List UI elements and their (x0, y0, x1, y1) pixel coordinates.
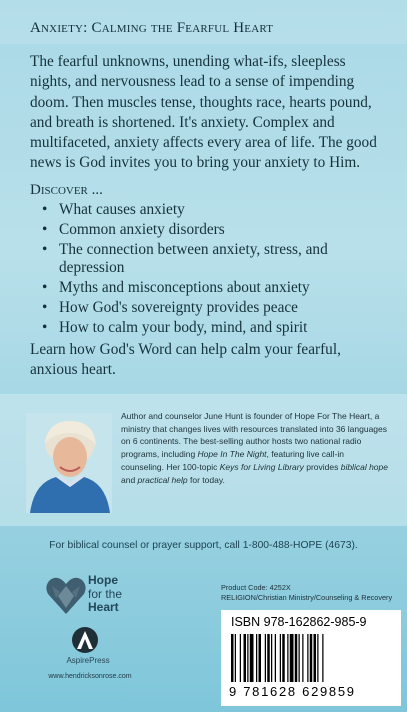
barcode-digits: 9 781628 629859 (229, 684, 356, 699)
product-info: Product Code: 4252X RELIGION/Christian Ministry/Counseling & Recovery (221, 583, 393, 603)
isbn-label: ISBN 978-162862-985-9 (231, 615, 367, 629)
publisher-name: AspirePress (66, 656, 110, 665)
intro-paragraph: The fearful unknowns, unending what-ifs, sleepless nights, and nervousness lead to a sense of impending doom. Then muscles tense, thoughts race, hearts pound, and breath is shortened. It's anxiety. Complex and multifaceted, anxiety affects every area of life. The good news is God invites you to bring your anxiety to Him. (30, 53, 377, 172)
discover-list (42, 201, 372, 338)
author-photo (26, 413, 112, 513)
discover-heading: Discover ... (30, 182, 103, 198)
list-item: • How to calm your body, mind, and spirit (42, 319, 372, 338)
list-item: • How God's sovereignty provides peace (42, 299, 372, 318)
list-item: • Common anxiety disorders (42, 221, 372, 240)
publisher-website: www.hendricksonrose.com (48, 673, 132, 680)
barcode-icon (229, 634, 397, 682)
author-bio: Author and counselor June Hunt is founder of Hope For The Heart, a ministry that changes lives with resources translated into 36 languages on 6 continents. The best-selling author hosts two national radio programs, including Hope In The Night, featuring live call-in counseling. Her 100-topic Keys for Living Library provides biblical hope and practical help for today. (121, 411, 388, 485)
back-cover-title: Anxiety: Calming the Fearful Heart (30, 20, 274, 36)
aspire-press-logo-icon (68, 626, 102, 654)
logo-wordmark: Hope for the Heart (88, 573, 123, 614)
closing-paragraph: Learn how God's Word can help calm your fearful, anxious heart. (30, 341, 341, 378)
list-item: • The connection between anxiety, stress, and depression (42, 241, 372, 278)
list-item: • Myths and misconceptions about anxiety (42, 279, 372, 298)
counsel-line: For biblical counsel or prayer support, call 1-800-488-HOPE (4673). (49, 540, 358, 551)
list-item: • What causes anxiety (42, 201, 372, 220)
